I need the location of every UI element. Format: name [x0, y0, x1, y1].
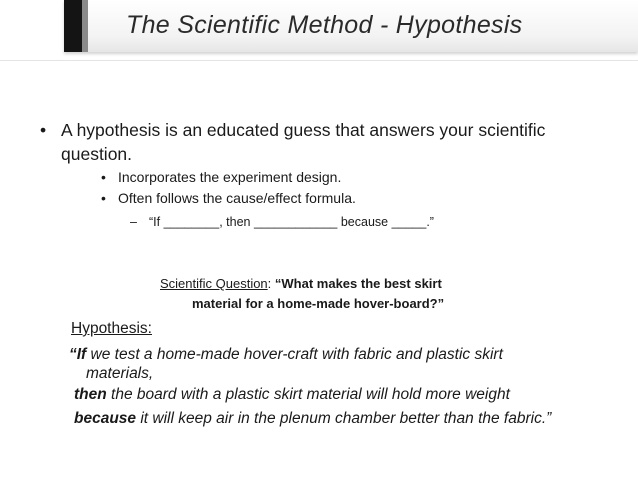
bullet-main-line2: question.	[61, 144, 133, 164]
scientific-question-label: Scientific Question	[160, 276, 268, 291]
question-text-line2: material for a home-made hover-board?”	[192, 296, 445, 311]
hypothesis-line1	[69, 345, 503, 365]
hypothesis-line2: materials,	[86, 365, 154, 382]
sub-bullet-formula	[101, 189, 356, 208]
hypothesis-label: Hypothesis:	[71, 320, 152, 337]
hypothesis-line1-text: we test a home-made hover-craft with fabric and plastic skirt	[86, 346, 503, 363]
hypothesis-line3-text: the board with a plastic skirt material will hold more weight	[106, 386, 510, 403]
hypothesis-because: because	[74, 410, 137, 427]
question-colon: :	[267, 276, 275, 291]
title-accent-stripe	[82, 0, 88, 52]
bullet-main-line1: A hypothesis is an educated guess that answers your scientific	[61, 120, 546, 140]
sub-bullet-design-text: Incorporates the experiment design.	[118, 169, 342, 185]
hypothesis-line3	[74, 385, 510, 405]
scientific-question-line1	[160, 275, 442, 293]
slide-title: The Scientific Method - Hypothesis	[126, 11, 523, 39]
hypothesis-line4	[74, 409, 551, 429]
title-accent-bar	[64, 0, 82, 52]
hypothesis-if: “If	[69, 346, 87, 363]
question-text-line1: “What makes the best skirt	[274, 276, 442, 291]
formula-item	[130, 213, 434, 231]
hypothesis-then: then	[74, 386, 107, 403]
bullet-main	[40, 118, 620, 166]
bullet-dot: •	[40, 120, 47, 140]
hypothesis-line4-text: it will keep air in the plenum chamber better than the fabric.”	[136, 410, 552, 427]
title-divider	[0, 60, 638, 61]
sub-bullet-dot: •	[101, 169, 106, 185]
formula-text: “If ________, then ____________ because _____.”	[149, 215, 434, 229]
sub-bullet-formula-text: Often follows the cause/effect formula.	[118, 190, 356, 206]
sub-bullet-dot: •	[101, 190, 106, 206]
sub-bullet-design	[101, 168, 341, 187]
formula-dash: –	[130, 215, 137, 229]
